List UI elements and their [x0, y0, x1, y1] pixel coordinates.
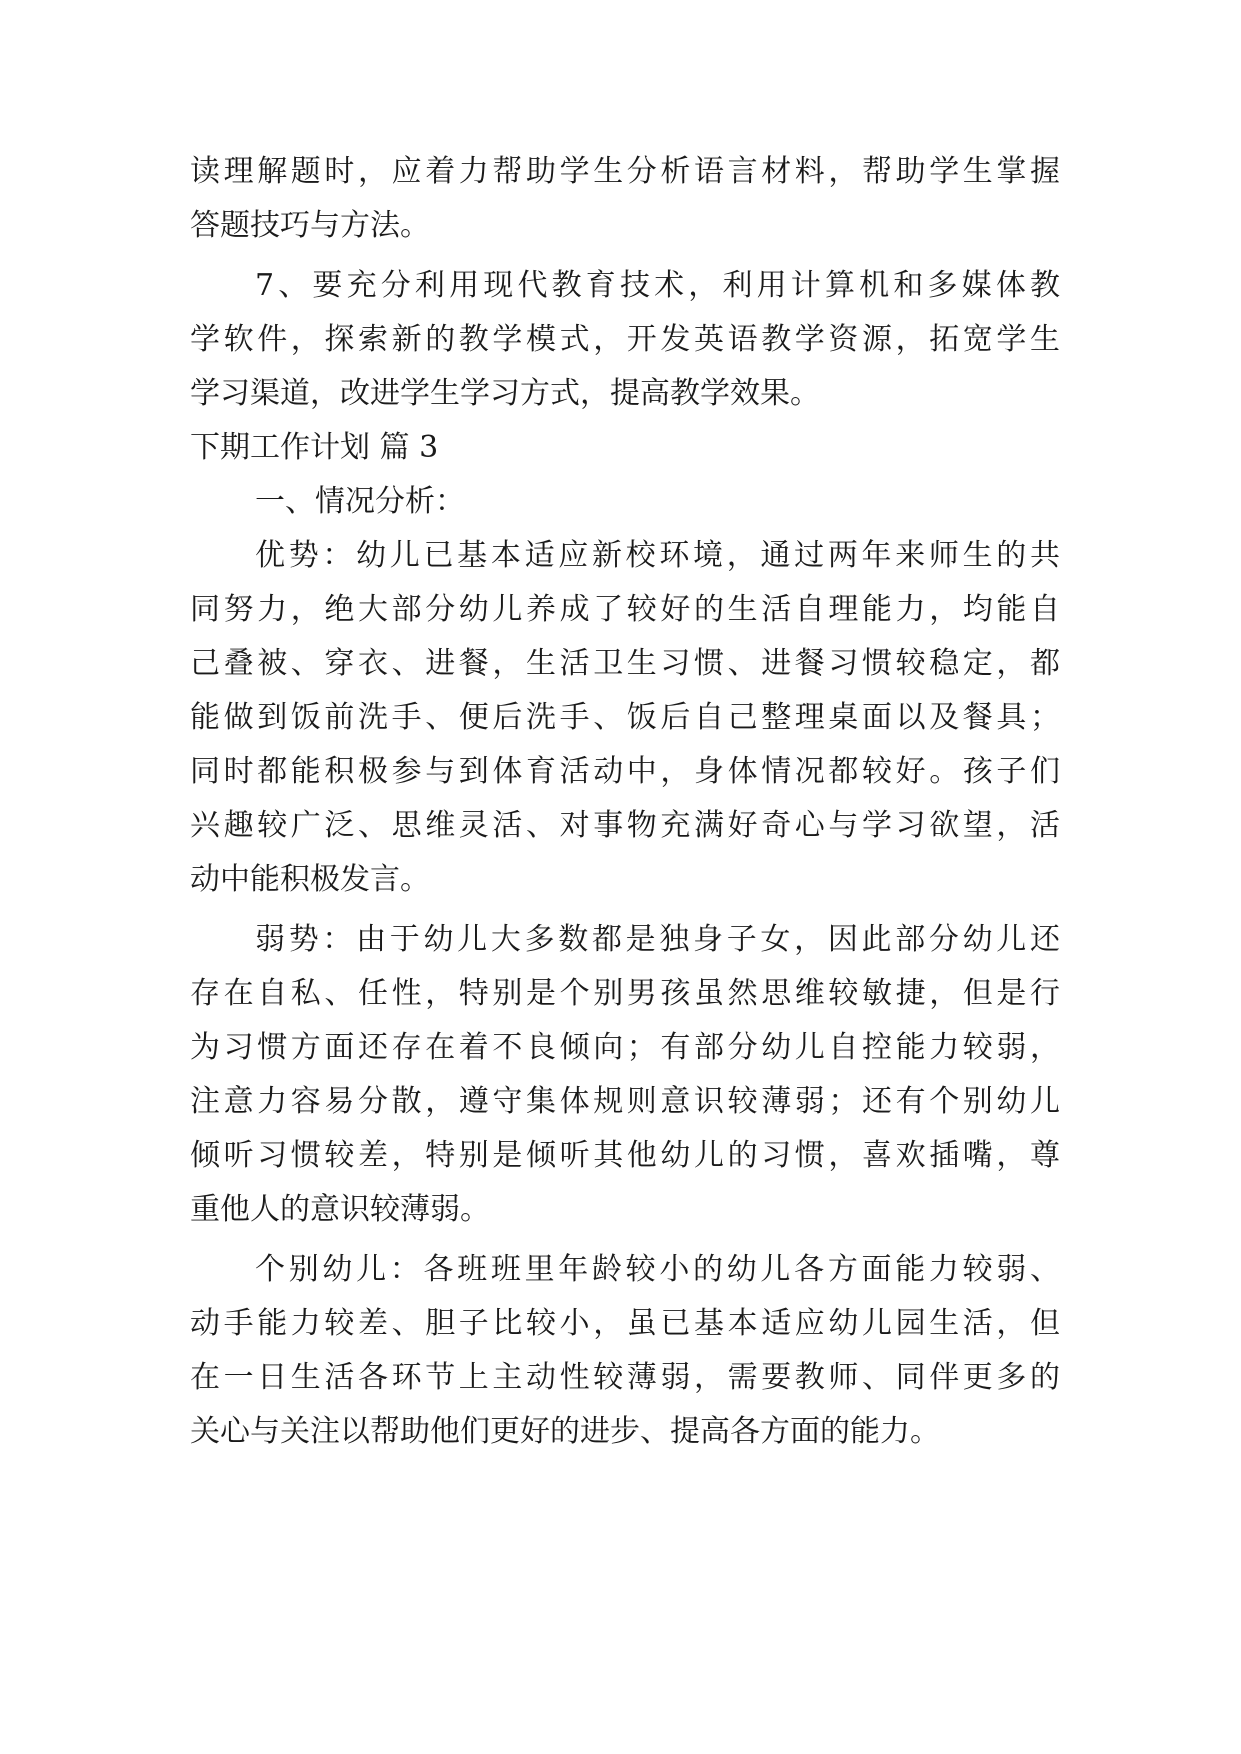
subheading: 一、情况分析： — [255, 484, 465, 519]
text-line: 同努力，绝大部分幼儿养成了较好的生活自理能力，均能自 — [190, 592, 1060, 627]
text-line: 动手能力较差、胆子比较小，虽已基本适应幼儿园生活，但 — [190, 1306, 1060, 1341]
text-line: 己叠被、穿衣、进餐，生活卫生习惯、进餐习惯较稳定，都 — [190, 646, 1060, 681]
section-heading: 下期工作计划 篇 3 — [190, 430, 439, 465]
text-line: 注意力容易分散，遵守集体规则意识较薄弱；还有个别幼儿 — [190, 1084, 1060, 1119]
text-line: 动中能积极发言。 — [190, 862, 430, 897]
text-line: 读理解题时，应着力帮助学生分析语言材料，帮助学生掌握 — [190, 154, 1060, 189]
text-line: 同时都能积极参与到体育活动中，身体情况都较好。孩子们 — [190, 754, 1060, 789]
text-line: 倾听习惯较差，特别是倾听其他幼儿的习惯，喜欢插嘴，尊 — [190, 1138, 1060, 1173]
text-line: 在一日生活各环节上主动性较薄弱，需要教师、同伴更多的 — [190, 1360, 1060, 1395]
paragraph-start-line: 优势：幼儿已基本适应新校环境，通过两年来师生的共 — [255, 538, 1060, 573]
text-line: 学软件，探索新的教学模式，开发英语教学资源，拓宽学生 — [190, 322, 1060, 357]
text-line: 能做到饭前洗手、便后洗手、饭后自己整理桌面以及餐具； — [190, 700, 1060, 735]
text-line: 答题技巧与方法。 — [190, 208, 430, 243]
text-line: 学习渠道，改进学生学习方式，提高教学效果。 — [190, 376, 820, 411]
paragraph-start-line: 个别幼儿：各班班里年龄较小的幼儿各方面能力较弱、 — [255, 1252, 1060, 1287]
paragraph-start-line: 7、要充分利用现代教育技术，利用计算机和多媒体教 — [255, 268, 1060, 303]
text-line: 关心与关注以帮助他们更好的进步、提高各方面的能力。 — [190, 1414, 940, 1449]
text-line: 存在自私、任性，特别是个别男孩虽然思维较敏捷，但是行 — [190, 976, 1060, 1011]
paragraph-start-line: 弱势：由于幼儿大多数都是独身子女，因此部分幼儿还 — [255, 922, 1060, 957]
text-line: 为习惯方面还存在着不良倾向；有部分幼儿自控能力较弱， — [190, 1030, 1060, 1065]
text-line: 重他人的意识较薄弱。 — [190, 1192, 490, 1227]
text-line: 兴趣较广泛、思维灵活、对事物充满好奇心与学习欲望，活 — [190, 808, 1060, 843]
